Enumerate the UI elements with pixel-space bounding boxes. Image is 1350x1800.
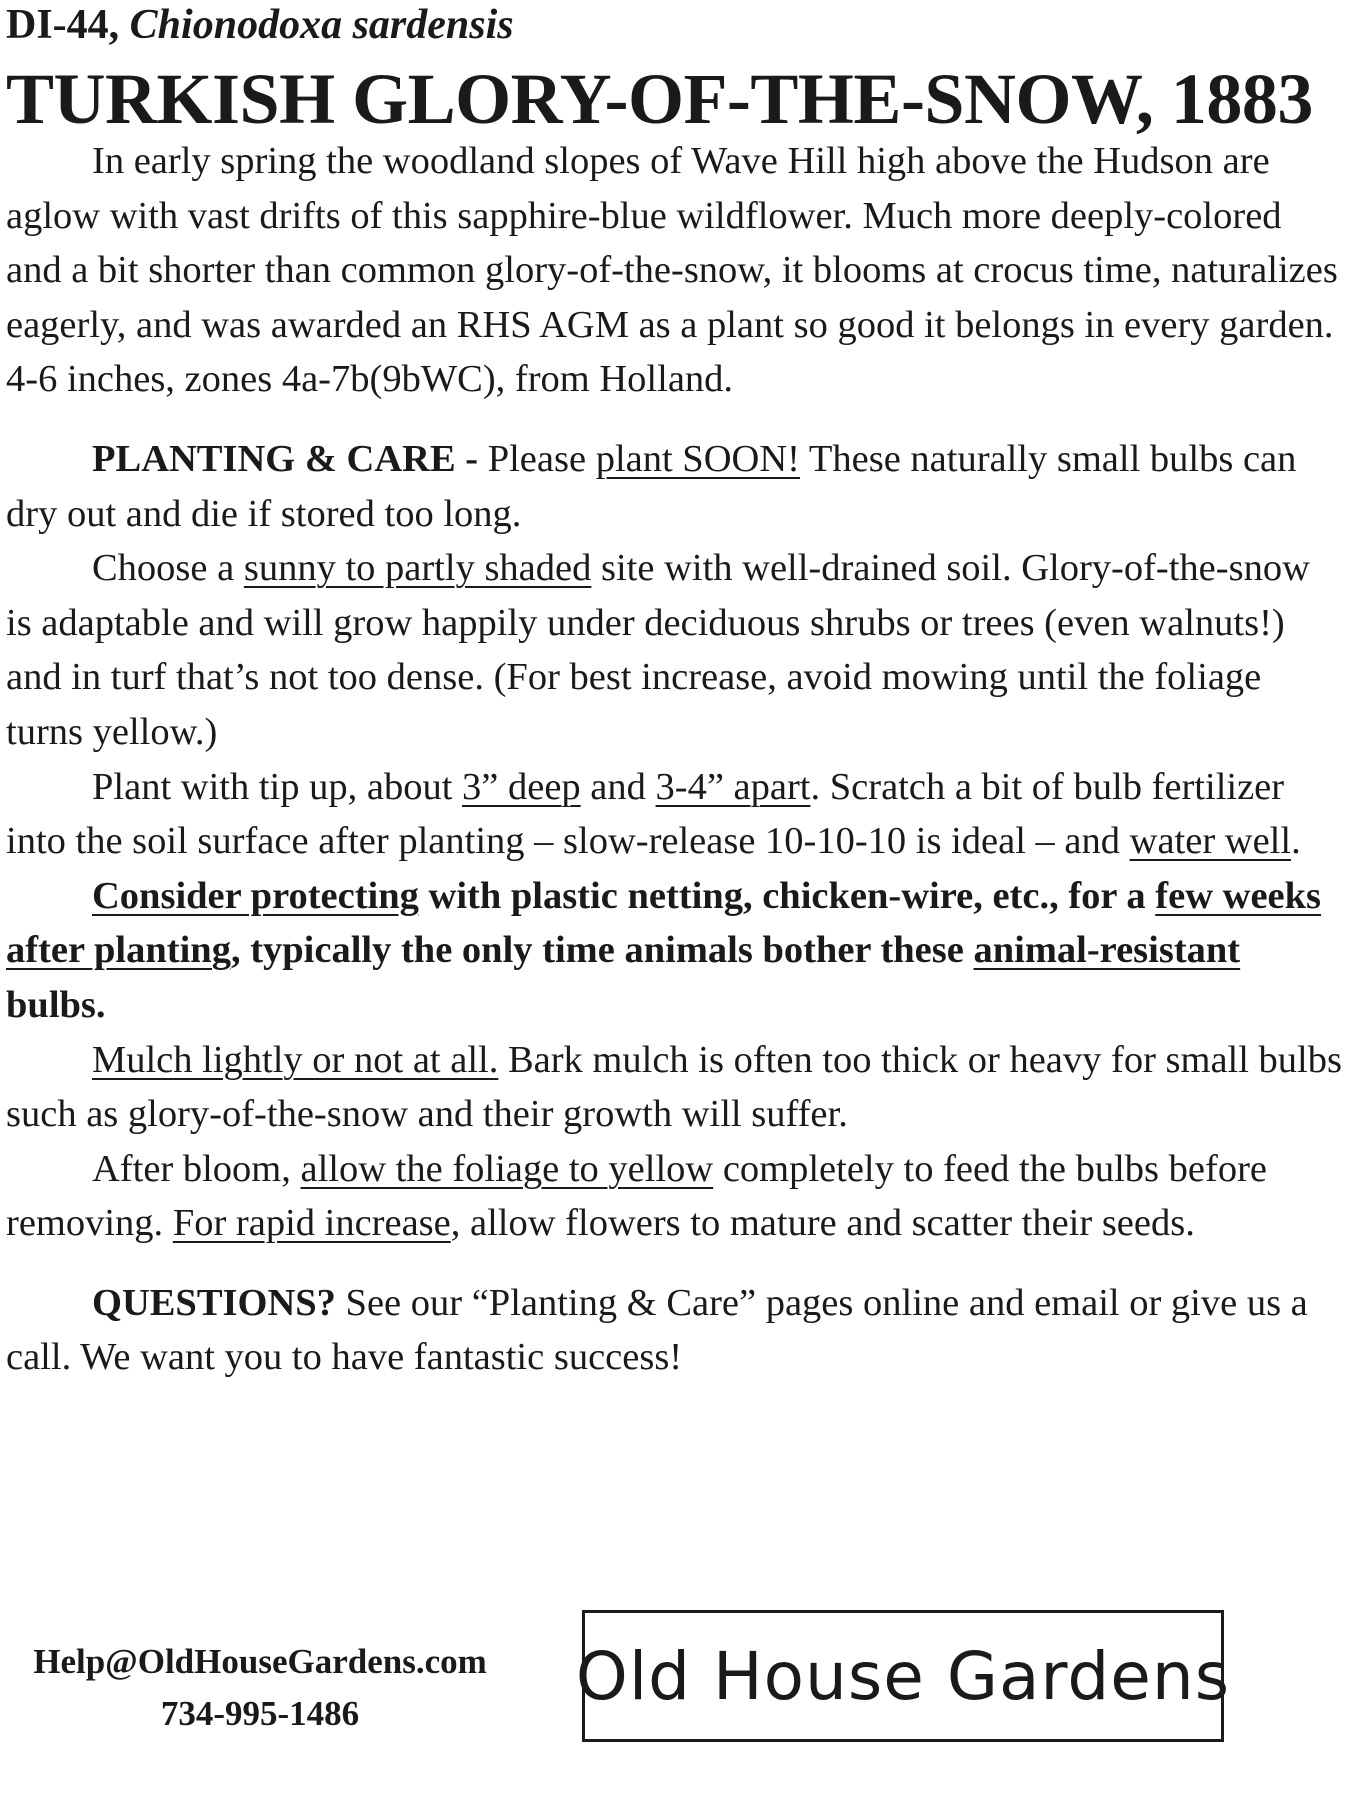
site-emphasis: sunny to partly shaded: [243, 547, 592, 590]
variety-code: DI-44,: [6, 2, 120, 48]
planting-text: These naturally small bulbs can dry out and die if stored too long.: [6, 437, 1297, 535]
depth-emphasis: 3” deep: [462, 765, 581, 808]
plant-soon-emphasis: plant SOON!: [595, 437, 800, 480]
bloom-paragraph: [6, 1142, 1342, 1251]
body-text: [6, 134, 1342, 1385]
plant-text: . Scratch a bit of bulb fertilizer into the soil surface after planting – slow-release 10-10-10 is ideal – and: [6, 765, 1285, 863]
latin-name: Chionodoxa sardensis: [129, 2, 514, 48]
animal-resistant-emphasis: animal-resistant: [973, 929, 1241, 972]
mulch-paragraph: [6, 1033, 1342, 1142]
site-text: site with well-drained soil. Glory-of-the-snow is adaptable and will grow happily under deciduous shrubs or trees (even walnuts!) and in turf that’s not too dense. (For best increase, avoid mowing until the foliage turns yellow.): [6, 547, 1310, 753]
protect-emphasis: Consider protecting: [92, 874, 419, 917]
intro-paragraph: In early spring the woodland slopes of Wave Hill high above the Hudson are aglow with vast drifts of this sapphire-blue wildflower. Much more deeply-colored and a bit shorter than common glory-of-the-snow, it blooms at crocus time, naturalizes eagerly, and was awarded an RHS AGM as a plant so good it belongs in every garden. 4-6 inches, zones 4a-7b(9bWC), from Holland.: [6, 140, 1338, 401]
bloom-text: After bloom,: [92, 1147, 301, 1190]
plant-text: and: [580, 765, 656, 808]
brand-logo: [575, 1610, 1231, 1742]
bloom-text: completely to feed the bulbs before removing.: [6, 1147, 1267, 1245]
plant-text: Plant with tip up, about: [92, 765, 463, 808]
protect-paragraph: [6, 869, 1342, 1033]
water-emphasis: water well: [1129, 820, 1292, 863]
increase-emphasis: For rapid increase: [172, 1202, 451, 1245]
spacing-emphasis: 3-4” apart: [655, 765, 811, 808]
plant-text: .: [1291, 820, 1301, 863]
bloom-text: , allow flowers to mature and scatter their seeds.: [450, 1202, 1195, 1245]
mulch-text: Bark mulch is often too thick or heavy for small bulbs such as glory-of-the-snow and their growth will suffer.: [6, 1038, 1342, 1136]
questions-text: See our “Planting & Care” pages online and email or give us a call. We want you to have fantastic success!: [6, 1281, 1308, 1379]
plant-paragraph: [6, 760, 1342, 869]
contact-block: [6, 1636, 514, 1740]
protect-text: bulbs.: [6, 983, 106, 1026]
site-paragraph: [6, 541, 1342, 759]
questions-heading: QUESTIONS?: [92, 1281, 336, 1324]
planting-paragraph: [6, 432, 1342, 541]
foliage-emphasis: allow the foliage to yellow: [300, 1147, 714, 1190]
protect-text: , typically the only time animals bother these: [230, 929, 974, 972]
planting-heading: PLANTING & CARE -: [92, 437, 479, 480]
variety-subtitle: [6, 0, 514, 50]
weeks-emphasis: few weeks after planting: [6, 874, 1322, 972]
mulch-emphasis: Mulch lightly or not at all.: [92, 1038, 499, 1081]
email-link[interactable]: Help@OldHouseGardens.com: [33, 1642, 487, 1681]
phone-number: 734-995-1486: [160, 1694, 360, 1733]
questions-paragraph: [6, 1276, 1342, 1385]
planting-text: Please: [478, 437, 596, 480]
protect-text: with plastic netting, chicken-wire, etc., for a: [418, 874, 1156, 917]
logo-text: Old House Gardens: [575, 1637, 1231, 1715]
site-text: Choose a: [92, 547, 244, 590]
page-title: TURKISH GLORY-OF-THE-SNOW, 1883: [6, 59, 1313, 139]
